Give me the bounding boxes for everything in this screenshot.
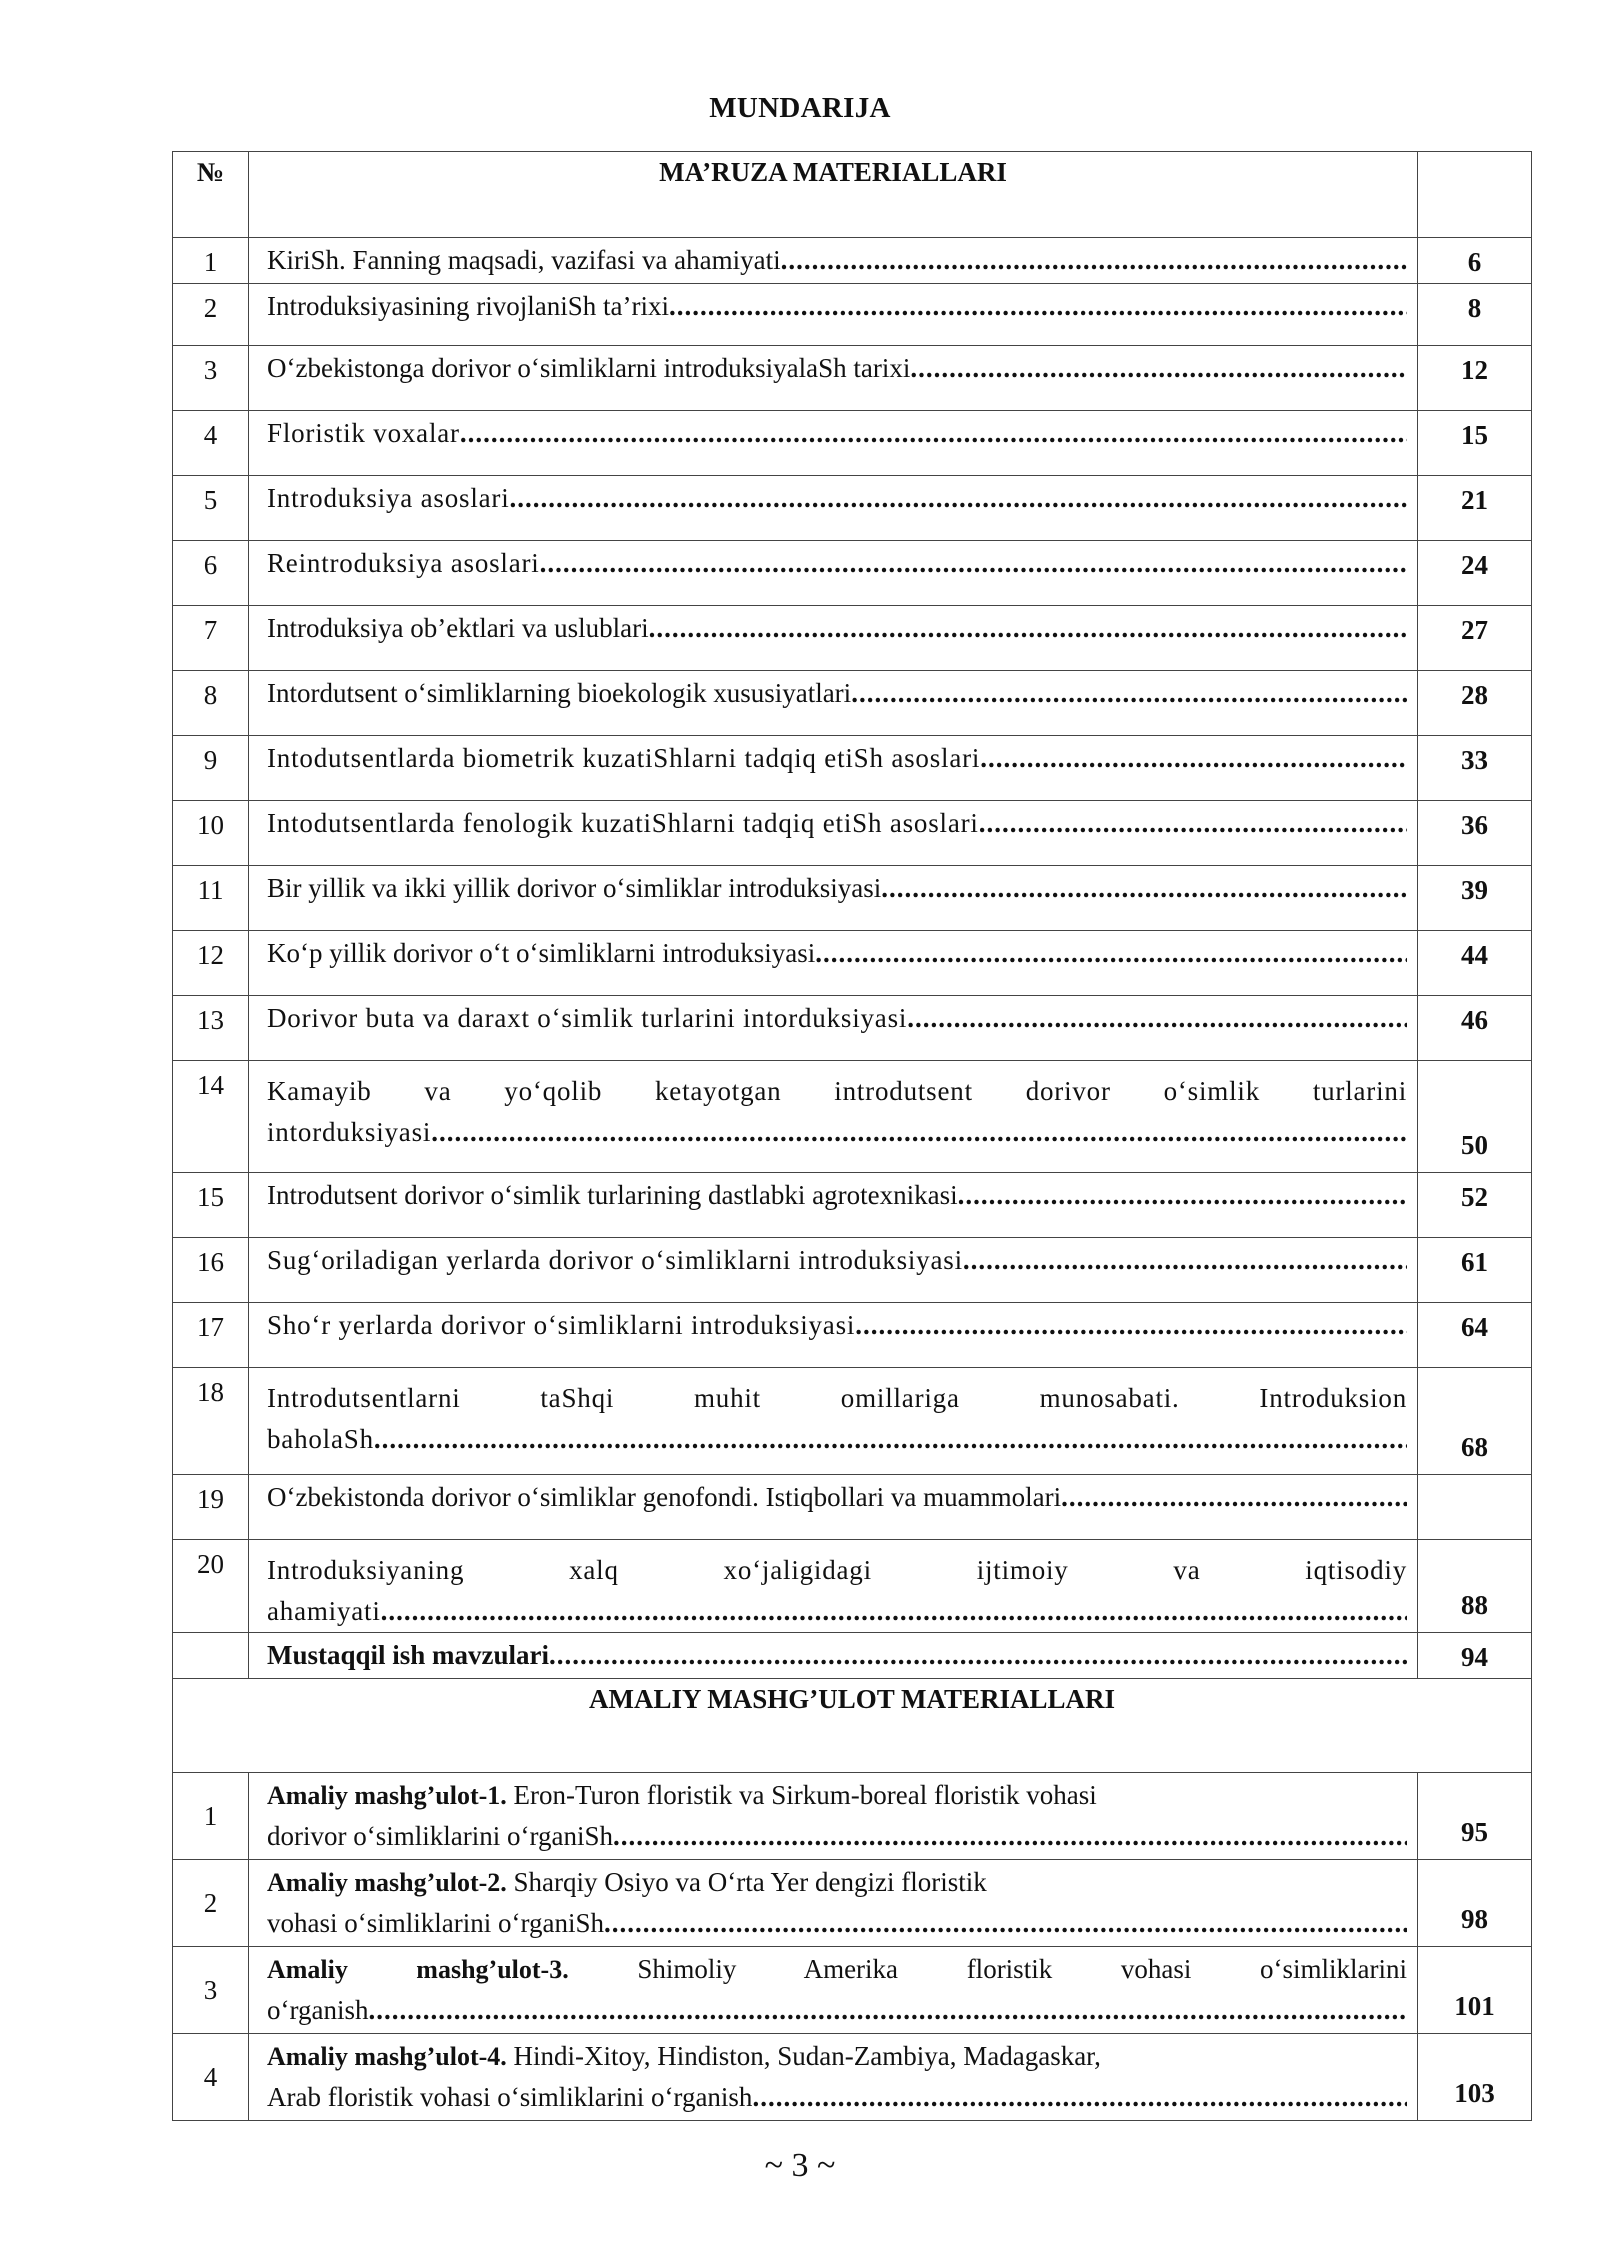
lecture-page: 28 [1418,671,1532,736]
lecture-title [267,348,1407,389]
lecture-row [173,476,1532,541]
lecture-number: 19 [173,1475,249,1540]
practice-section-header: AMALIY MASHG’ULOT MATERIALLARI [173,1679,1532,1773]
lecture-row [173,411,1532,476]
practice-section-row [173,1679,1532,1773]
lecture-title-text: Sho‘r yerlarda dorivor o‘simliklarni introduksiyasi [267,1310,856,1340]
practical-number: 1 [173,1773,249,1860]
practical-title-continuation-text: Arab floristik vohasi o‘simliklarini o‘rganish [267,2082,753,2112]
lecture-title-cell [249,1475,1418,1540]
lecture-row [173,238,1532,284]
lecture-title-cell [249,866,1418,931]
lecture-title-text: O‘zbekistonda dorivor o‘simliklar genofondi. Istiqbollari va muammolari [267,1482,1062,1512]
independent-title-text: Mustaqqil ish mavzulari [267,1640,550,1670]
lecture-number: 7 [173,606,249,671]
practical-title-continuation-text: dorivor o‘simliklarini o‘rganiSh [267,1821,613,1851]
lecture-row [173,1368,1532,1475]
lecture-section-header: MA’RUZA MATERIALLARI [249,152,1418,238]
lecture-title-cell [249,476,1418,541]
lecture-title-cell [249,1368,1418,1475]
lecture-page: 33 [1418,736,1532,801]
dot-leader [907,998,1407,1039]
lecture-title-line: Kamayib va yo‘qolib ketayotgan introdutsent dorivor o‘simlik turlarini [267,1076,1407,1106]
lecture-title-text: Intodutsentlarda biometrik kuzatiShlarni tadqiq etiSh asoslari [267,743,981,773]
independent-number [173,1633,249,1679]
lecture-row [173,931,1532,996]
lecture-page [1418,1475,1532,1540]
lecture-title [267,868,1407,909]
dot-leader [669,286,1407,327]
lecture-number: 20 [173,1540,249,1633]
lecture-title-cell [249,1173,1418,1238]
lecture-page: 6 [1418,238,1532,284]
dot-leader [649,608,1407,649]
practical-title-continuation [267,1816,1407,1857]
lecture-title-cell [249,736,1418,801]
independent-title-cell [249,1633,1418,1679]
dot-leader [431,1112,1407,1153]
lecture-title-cell [249,411,1418,476]
lecture-number: 10 [173,801,249,866]
practical-label: Amaliy mashg’ulot-2. [267,1868,507,1897]
lecture-title-text: O‘zbekistonga dorivor o‘simliklarni introduksiyalaSh tarixi [267,353,911,383]
lecture-title-continuation-text: intorduksiyasi [267,1117,432,1147]
lecture-title [267,608,1407,649]
dot-leader [752,2077,1407,2118]
lecture-title-line: Introdutsentlarni taShqi muhit omillariga munosabati. Introduksion [267,1383,1407,1413]
dot-leader [460,413,1407,454]
dot-leader [979,803,1407,844]
lecture-row [173,996,1532,1061]
lecture-row [173,1061,1532,1173]
lecture-title-text: Floristik voxalar [267,418,460,448]
lecture-title-cell [249,346,1418,411]
lecture-number: 13 [173,996,249,1061]
independent-page: 94 [1418,1633,1532,1679]
practical-topic: Eron-Turon floristik va Sirkum-boreal floristik vohasi [506,1780,1097,1810]
table-header-row [173,152,1532,238]
independent-work-row [173,1633,1532,1679]
lecture-page: 12 [1418,346,1532,411]
lecture-number: 17 [173,1303,249,1368]
lecture-row [173,284,1532,346]
lecture-row [173,541,1532,606]
lecture-page: 39 [1418,866,1532,931]
lecture-title-text: KiriSh. Fanning maqsadi, vazifasi va ahamiyati [267,245,781,275]
lecture-title-text: Bir yillik va ikki yillik dorivor o‘simliklar introduksiyasi [267,873,882,903]
lecture-page: 64 [1418,1303,1532,1368]
lecture-row [173,1540,1532,1633]
lecture-row [173,1303,1532,1368]
lecture-title [267,803,1407,844]
practical-page: 95 [1418,1773,1532,1860]
lecture-title [267,738,1407,779]
practical-title-cell [249,1860,1418,1947]
lecture-number: 4 [173,411,249,476]
lecture-title [267,286,1407,327]
lecture-title-continuation [267,1419,1407,1460]
dot-leader [781,240,1407,281]
dot-leader [881,868,1407,909]
lecture-title [267,1240,1407,1281]
lecture-row [173,346,1532,411]
dot-leader [604,1903,1407,1944]
lecture-title-cell [249,284,1418,346]
practical-title-line [267,1949,1407,1990]
practical-number: 3 [173,1947,249,2034]
practical-number: 4 [173,2034,249,2121]
dot-leader [549,1635,1407,1676]
practical-topic: Shimoliy Amerika floristik vohasi o‘simliklarini [568,1954,1408,1984]
practical-page: 103 [1418,2034,1532,2121]
lecture-row [173,671,1532,736]
lecture-number: 18 [173,1368,249,1475]
lecture-number: 12 [173,931,249,996]
lecture-page: 36 [1418,801,1532,866]
dot-leader [855,1305,1407,1346]
lecture-title-text: Dorivor buta va daraxt o‘simlik turlarini intorduksiyasi [267,1003,908,1033]
lecture-title [267,413,1407,454]
practical-row [173,1773,1532,1860]
practical-page: 98 [1418,1860,1532,1947]
dot-leader [1061,1477,1407,1518]
dot-leader [510,478,1407,519]
practical-page: 101 [1418,1947,1532,2034]
lecture-number: 6 [173,541,249,606]
page-number-footer: ~ 3 ~ [764,2147,836,2184]
practical-title-continuation-text: vohasi o‘simliklarini o‘rganiSh [267,1908,604,1938]
lecture-title-cell [249,1061,1418,1173]
lecture-page: 15 [1418,411,1532,476]
dot-leader [374,1419,1407,1460]
dot-leader [369,1990,1408,2031]
lecture-title [267,1305,1407,1346]
lecture-page: 21 [1418,476,1532,541]
dot-leader [613,1816,1407,1857]
practical-title-line [267,1862,1407,1903]
practical-row [173,1860,1532,1947]
practical-label: Amaliy mashg’ulot-4. [267,2042,507,2071]
lecture-number: 16 [173,1238,249,1303]
practical-title-cell [249,2034,1418,2121]
lecture-title-text: Introduksiya ob’ektlari va uslublari [267,613,649,643]
lecture-title-cell [249,996,1418,1061]
practical-title-continuation-text: o‘rganish [267,1995,369,2025]
lecture-page: 24 [1418,541,1532,606]
lecture-title [267,478,1407,519]
lecture-number: 14 [173,1061,249,1173]
lecture-page: 44 [1418,931,1532,996]
lecture-title-cell [249,1303,1418,1368]
dot-leader [540,543,1407,584]
lecture-title-cell [249,931,1418,996]
lecture-number: 11 [173,866,249,931]
contents-table [172,151,1532,2121]
lecture-title-text: Sug‘oriladigan yerlarda dorivor o‘simliklarni introduksiyasi [267,1245,963,1275]
lecture-title-cell [249,671,1418,736]
lecture-row [173,801,1532,866]
number-column-header: № [173,152,249,238]
lecture-title-text: Ko‘p yillik dorivor o‘t o‘simliklarni introduksiyasi [267,938,816,968]
lecture-title-continuation [267,1112,1407,1153]
practical-title-cell [249,1947,1418,2034]
practical-title-line [267,2036,1407,2077]
lecture-row [173,1475,1532,1540]
practical-row [173,2034,1532,2121]
practical-title-continuation [267,1990,1407,2031]
lecture-title [267,998,1407,1039]
lecture-number: 15 [173,1173,249,1238]
practical-topic: Sharqiy Osiyo va O‘rta Yer dengizi floristik [506,1867,987,1897]
lecture-title-text: Intordutsent o‘simliklarning bioekologik xususiyatlari [267,678,852,708]
lecture-title-text: Reintroduksiya asoslari [267,548,540,578]
practical-number: 2 [173,1860,249,1947]
page-title: MUNDARIJA [709,92,891,124]
practical-topic: Hindi-Xitoy, Hindiston, Sudan-Zambiya, Madagaskar, [506,2041,1101,2071]
lecture-title [267,1175,1407,1216]
lecture-title [267,933,1407,974]
dot-leader [851,673,1407,714]
lecture-title-continuation-text: baholaSh [267,1424,374,1454]
lecture-row [173,736,1532,801]
lecture-page: 8 [1418,284,1532,346]
lecture-page: 68 [1418,1368,1532,1475]
lecture-title-cell [249,606,1418,671]
lecture-title [267,673,1407,714]
lecture-number: 2 [173,284,249,346]
lecture-number: 3 [173,346,249,411]
lecture-title-cell [249,1540,1418,1633]
lecture-row [173,866,1532,931]
lecture-page: 88 [1418,1540,1532,1633]
practical-title-continuation [267,2077,1407,2118]
lecture-row [173,1173,1532,1238]
dot-leader [963,1240,1407,1281]
dot-leader [980,738,1407,779]
lecture-title-continuation [267,1591,1407,1632]
lecture-title-cell [249,541,1418,606]
lecture-row [173,1238,1532,1303]
lecture-title-text: Introduksiya asoslari [267,483,510,513]
lecture-title [267,1477,1407,1518]
lecture-title-cell [249,1238,1418,1303]
lecture-title-line: Introduksiyaning xalq xo‘jaligidagi ijtimoiy va iqtisodiy [267,1555,1407,1585]
dot-leader [910,348,1407,389]
lecture-row [173,606,1532,671]
lecture-title-continuation-text: ahamiyati [267,1596,381,1626]
practical-label: Amaliy mashg’ulot-3. [267,1955,569,1984]
lecture-page: 46 [1418,996,1532,1061]
practical-title-line [267,1775,1407,1816]
lecture-title-cell [249,801,1418,866]
practical-title-continuation [267,1903,1407,1944]
lecture-title-text: Introduksiyasining rivojlaniSh ta’rixi [267,291,669,321]
practical-label: Amaliy mashg’ulot-1. [267,1781,507,1810]
practical-title-cell [249,1773,1418,1860]
lecture-title [267,543,1407,584]
lecture-number: 9 [173,736,249,801]
lecture-page: 50 [1418,1061,1532,1173]
dot-leader [958,1175,1407,1216]
lecture-page: 52 [1418,1173,1532,1238]
page-column-header [1418,152,1532,238]
independent-title [267,1635,1407,1676]
lecture-page: 27 [1418,606,1532,671]
lecture-title [267,240,1407,281]
lecture-page: 61 [1418,1238,1532,1303]
lecture-title-text: Intodutsentlarda fenologik kuzatiShlarni tadqiq etiSh asoslari [267,808,979,838]
lecture-title-text: Introdutsent dorivor o‘simlik turlarining dastlabki agrotexnikasi [267,1180,958,1210]
lecture-title-cell [249,238,1418,284]
lecture-number: 8 [173,671,249,736]
practical-row [173,1947,1532,2034]
dot-leader [381,1591,1407,1632]
lecture-number: 1 [173,238,249,284]
lecture-number: 5 [173,476,249,541]
dot-leader [815,933,1407,974]
